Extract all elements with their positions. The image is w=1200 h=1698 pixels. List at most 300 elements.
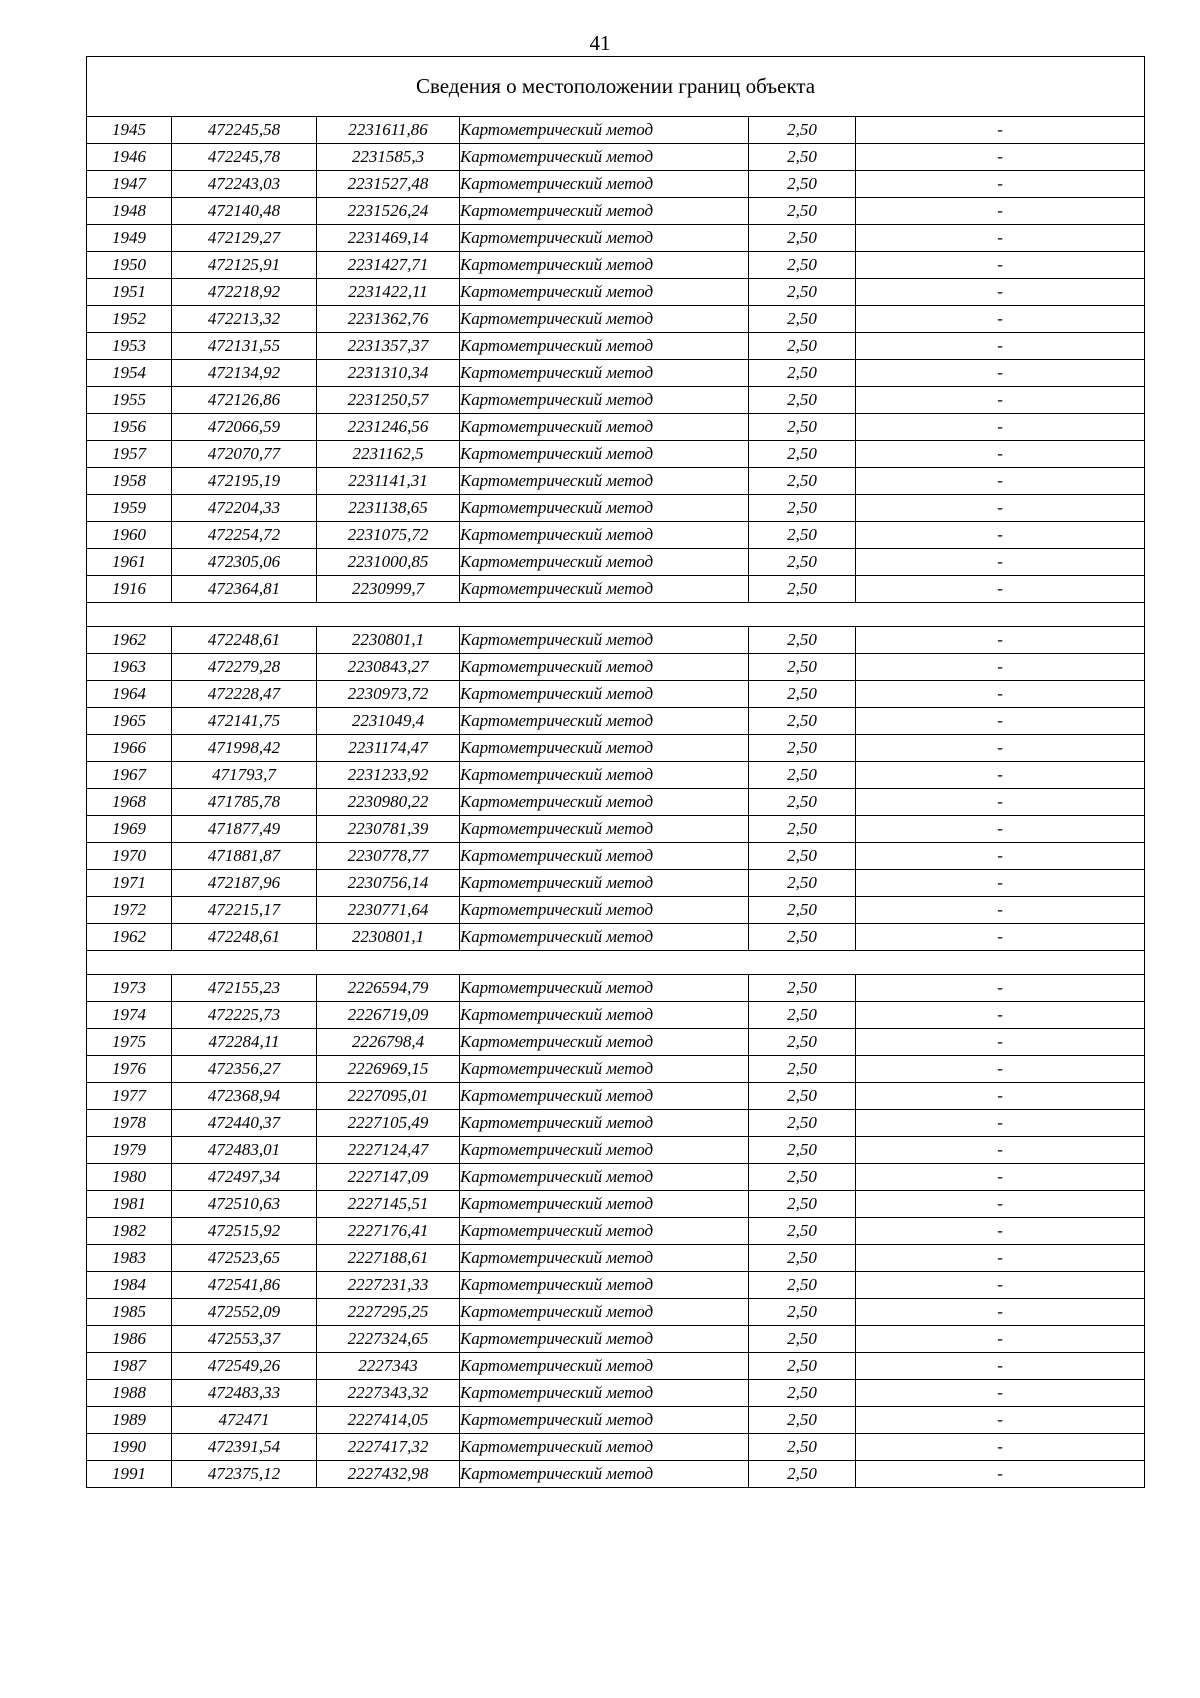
table-row	[87, 843, 1145, 870]
table-row	[87, 1056, 1145, 1083]
coord-x-cell: 472471	[172, 1407, 317, 1434]
method-cell: Картометрический метод	[460, 1110, 749, 1137]
table-row	[87, 252, 1145, 279]
coord-x-cell: 472195,19	[172, 468, 317, 495]
method-cell: Картометрический метод	[460, 924, 749, 951]
description-cell: -	[856, 387, 1145, 414]
coord-x-cell: 472243,03	[172, 171, 317, 198]
description-cell: -	[856, 1326, 1145, 1353]
method-cell: Картометрический метод	[460, 1299, 749, 1326]
coord-x-cell: 472497,34	[172, 1164, 317, 1191]
point-number-cell: 1975	[87, 1029, 172, 1056]
method-cell: Картометрический метод	[460, 870, 749, 897]
description-cell: -	[856, 1002, 1145, 1029]
coord-x-cell: 472248,61	[172, 627, 317, 654]
table-row	[87, 1461, 1145, 1488]
description-cell: -	[856, 1137, 1145, 1164]
table-row	[87, 495, 1145, 522]
point-number-cell: 1989	[87, 1407, 172, 1434]
point-number-cell: 1969	[87, 816, 172, 843]
coord-x-cell: 472440,37	[172, 1110, 317, 1137]
table-row	[87, 576, 1145, 603]
description-cell: -	[856, 708, 1145, 735]
coord-y-cell: 2231611,86	[317, 117, 460, 144]
page-number: 41	[589, 31, 611, 55]
coord-x-cell: 472126,86	[172, 387, 317, 414]
method-cell: Картометрический метод	[460, 333, 749, 360]
point-number-cell: 1958	[87, 468, 172, 495]
description-cell: -	[856, 333, 1145, 360]
description-cell: -	[856, 1164, 1145, 1191]
coord-x-cell: 472510,63	[172, 1191, 317, 1218]
point-number-cell: 1982	[87, 1218, 172, 1245]
accuracy-cell: 2,50	[749, 117, 856, 144]
accuracy-cell: 2,50	[749, 1164, 856, 1191]
accuracy-cell: 2,50	[749, 333, 856, 360]
coord-x-cell: 472070,77	[172, 441, 317, 468]
point-number-cell: 1968	[87, 789, 172, 816]
point-number-cell: 1979	[87, 1137, 172, 1164]
coord-y-cell: 2231141,31	[317, 468, 460, 495]
accuracy-cell: 2,50	[749, 816, 856, 843]
table-row	[87, 306, 1145, 333]
table-row	[87, 1164, 1145, 1191]
coord-y-cell: 2226594,79	[317, 975, 460, 1002]
coord-x-cell: 472225,73	[172, 1002, 317, 1029]
method-cell: Картометрический метод	[460, 495, 749, 522]
coord-x-cell: 472483,33	[172, 1380, 317, 1407]
coord-y-cell: 2230801,1	[317, 924, 460, 951]
table-row	[87, 1380, 1145, 1407]
accuracy-cell: 2,50	[749, 1353, 856, 1380]
separator-cell	[87, 603, 1145, 627]
coord-x-cell: 472125,91	[172, 252, 317, 279]
method-cell: Картометрический метод	[460, 1434, 749, 1461]
coord-y-cell: 2227295,25	[317, 1299, 460, 1326]
point-number-cell: 1961	[87, 549, 172, 576]
accuracy-cell: 2,50	[749, 1299, 856, 1326]
accuracy-cell: 2,50	[749, 549, 856, 576]
description-cell: -	[856, 681, 1145, 708]
coord-y-cell: 2231174,47	[317, 735, 460, 762]
method-cell: Картометрический метод	[460, 975, 749, 1002]
coord-y-cell: 2231310,34	[317, 360, 460, 387]
point-number-cell: 1950	[87, 252, 172, 279]
point-number-cell: 1980	[87, 1164, 172, 1191]
description-cell: -	[856, 279, 1145, 306]
method-cell: Картометрический метод	[460, 1137, 749, 1164]
table-row	[87, 1272, 1145, 1299]
description-cell: -	[856, 1407, 1145, 1434]
coord-y-cell: 2230980,22	[317, 789, 460, 816]
coord-x-cell: 472375,12	[172, 1461, 317, 1488]
point-number-cell: 1959	[87, 495, 172, 522]
point-number-cell: 1962	[87, 627, 172, 654]
coord-y-cell: 2227176,41	[317, 1218, 460, 1245]
coord-y-cell: 2231250,57	[317, 387, 460, 414]
description-cell: -	[856, 1299, 1145, 1326]
point-number-cell: 1990	[87, 1434, 172, 1461]
method-cell: Картометрический метод	[460, 252, 749, 279]
coord-y-cell: 2230781,39	[317, 816, 460, 843]
method-cell: Картометрический метод	[460, 789, 749, 816]
description-cell: -	[856, 171, 1145, 198]
coord-y-cell: 2231427,71	[317, 252, 460, 279]
accuracy-cell: 2,50	[749, 279, 856, 306]
coord-x-cell: 472215,17	[172, 897, 317, 924]
method-cell: Картометрический метод	[460, 681, 749, 708]
accuracy-cell: 2,50	[749, 1434, 856, 1461]
coord-x-cell: 472515,92	[172, 1218, 317, 1245]
accuracy-cell: 2,50	[749, 360, 856, 387]
coord-x-cell: 472248,61	[172, 924, 317, 951]
accuracy-cell: 2,50	[749, 225, 856, 252]
table-row	[87, 1326, 1145, 1353]
accuracy-cell: 2,50	[749, 627, 856, 654]
accuracy-cell: 2,50	[749, 495, 856, 522]
accuracy-cell: 2,50	[749, 171, 856, 198]
table-row	[87, 897, 1145, 924]
coord-y-cell: 2231526,24	[317, 198, 460, 225]
coord-x-cell: 472284,11	[172, 1029, 317, 1056]
point-number-cell: 1952	[87, 306, 172, 333]
method-cell: Картометрический метод	[460, 1191, 749, 1218]
description-cell: -	[856, 1245, 1145, 1272]
table-row	[87, 279, 1145, 306]
coord-x-cell: 472549,26	[172, 1353, 317, 1380]
point-number-cell: 1948	[87, 198, 172, 225]
coord-x-cell: 471793,7	[172, 762, 317, 789]
description-cell: -	[856, 762, 1145, 789]
method-cell: Картометрический метод	[460, 441, 749, 468]
table-row	[87, 198, 1145, 225]
coord-x-cell: 472279,28	[172, 654, 317, 681]
description-cell: -	[856, 360, 1145, 387]
coord-x-cell: 472141,75	[172, 708, 317, 735]
point-number-cell: 1985	[87, 1299, 172, 1326]
table-title: Сведения о местоположении границ объекта	[87, 57, 1145, 117]
coord-x-cell: 472553,37	[172, 1326, 317, 1353]
coord-x-cell: 472552,09	[172, 1299, 317, 1326]
accuracy-cell: 2,50	[749, 1110, 856, 1137]
point-number-cell: 1947	[87, 171, 172, 198]
coord-y-cell: 2231585,3	[317, 144, 460, 171]
table-row	[87, 117, 1145, 144]
description-cell: -	[856, 1380, 1145, 1407]
accuracy-cell: 2,50	[749, 468, 856, 495]
table-row	[87, 225, 1145, 252]
coord-x-cell: 472129,27	[172, 225, 317, 252]
table-row	[87, 1218, 1145, 1245]
description-cell: -	[856, 975, 1145, 1002]
table-row	[87, 414, 1145, 441]
point-number-cell: 1945	[87, 117, 172, 144]
point-number-cell: 1951	[87, 279, 172, 306]
accuracy-cell: 2,50	[749, 1407, 856, 1434]
accuracy-cell: 2,50	[749, 1218, 856, 1245]
description-cell: -	[856, 1056, 1145, 1083]
coord-x-cell: 472245,58	[172, 117, 317, 144]
description-cell: -	[856, 1353, 1145, 1380]
accuracy-cell: 2,50	[749, 1245, 856, 1272]
coord-y-cell: 2231246,56	[317, 414, 460, 441]
method-cell: Картометрический метод	[460, 117, 749, 144]
method-cell: Картометрический метод	[460, 654, 749, 681]
method-cell: Картометрический метод	[460, 1083, 749, 1110]
accuracy-cell: 2,50	[749, 897, 856, 924]
table-row	[87, 1299, 1145, 1326]
table-row	[87, 816, 1145, 843]
point-number-cell: 1991	[87, 1461, 172, 1488]
coord-x-cell: 472356,27	[172, 1056, 317, 1083]
description-cell: -	[856, 495, 1145, 522]
section-separator	[87, 603, 1145, 627]
method-cell: Картометрический метод	[460, 306, 749, 333]
coord-y-cell: 2230771,64	[317, 897, 460, 924]
accuracy-cell: 2,50	[749, 414, 856, 441]
table-row	[87, 1137, 1145, 1164]
table-row	[87, 708, 1145, 735]
method-cell: Картометрический метод	[460, 522, 749, 549]
coord-y-cell: 2231527,48	[317, 171, 460, 198]
table-row	[87, 924, 1145, 951]
section-separator	[87, 951, 1145, 975]
table-row	[87, 654, 1145, 681]
description-cell: -	[856, 306, 1145, 333]
coord-y-cell: 2226798,4	[317, 1029, 460, 1056]
description-cell: -	[856, 1434, 1145, 1461]
boundary-coordinates-table	[86, 56, 1145, 1488]
table-row	[87, 870, 1145, 897]
accuracy-cell: 2,50	[749, 924, 856, 951]
table-row	[87, 468, 1145, 495]
method-cell: Картометрический метод	[460, 360, 749, 387]
coord-y-cell: 2231138,65	[317, 495, 460, 522]
table-row	[87, 1002, 1145, 1029]
coord-y-cell: 2227231,33	[317, 1272, 460, 1299]
coord-y-cell: 2227188,61	[317, 1245, 460, 1272]
table-row	[87, 333, 1145, 360]
point-number-cell: 1956	[87, 414, 172, 441]
description-cell: -	[856, 654, 1145, 681]
description-cell: -	[856, 252, 1145, 279]
point-number-cell: 1972	[87, 897, 172, 924]
point-number-cell: 1949	[87, 225, 172, 252]
description-cell: -	[856, 897, 1145, 924]
point-number-cell: 1971	[87, 870, 172, 897]
accuracy-cell: 2,50	[749, 441, 856, 468]
coord-y-cell: 2231362,76	[317, 306, 460, 333]
coord-y-cell: 2230843,27	[317, 654, 460, 681]
point-number-cell: 1946	[87, 144, 172, 171]
coord-y-cell: 2227324,65	[317, 1326, 460, 1353]
method-cell: Картометрический метод	[460, 897, 749, 924]
accuracy-cell: 2,50	[749, 681, 856, 708]
method-cell: Картометрический метод	[460, 144, 749, 171]
accuracy-cell: 2,50	[749, 1191, 856, 1218]
coord-x-cell: 471877,49	[172, 816, 317, 843]
coord-y-cell: 2227147,09	[317, 1164, 460, 1191]
coord-x-cell: 472254,72	[172, 522, 317, 549]
accuracy-cell: 2,50	[749, 1137, 856, 1164]
description-cell: -	[856, 870, 1145, 897]
method-cell: Картометрический метод	[460, 171, 749, 198]
coord-y-cell: 2227414,05	[317, 1407, 460, 1434]
coord-y-cell: 2231000,85	[317, 549, 460, 576]
description-cell: -	[856, 549, 1145, 576]
coord-y-cell: 2227124,47	[317, 1137, 460, 1164]
coord-x-cell: 472391,54	[172, 1434, 317, 1461]
table-row	[87, 735, 1145, 762]
description-cell: -	[856, 198, 1145, 225]
description-cell: -	[856, 117, 1145, 144]
point-number-cell: 1966	[87, 735, 172, 762]
description-cell: -	[856, 1272, 1145, 1299]
coord-y-cell: 2231162,5	[317, 441, 460, 468]
method-cell: Картометрический метод	[460, 225, 749, 252]
method-cell: Картометрический метод	[460, 279, 749, 306]
coord-y-cell: 2231075,72	[317, 522, 460, 549]
method-cell: Картометрический метод	[460, 1056, 749, 1083]
accuracy-cell: 2,50	[749, 198, 856, 225]
coord-y-cell: 2230801,1	[317, 627, 460, 654]
table-row	[87, 387, 1145, 414]
coord-y-cell: 2230973,72	[317, 681, 460, 708]
point-number-cell: 1978	[87, 1110, 172, 1137]
description-cell: -	[856, 441, 1145, 468]
method-cell: Картометрический метод	[460, 762, 749, 789]
coord-y-cell: 2230999,7	[317, 576, 460, 603]
coord-y-cell: 2227145,51	[317, 1191, 460, 1218]
accuracy-cell: 2,50	[749, 789, 856, 816]
coord-x-cell: 472483,01	[172, 1137, 317, 1164]
table-row	[87, 522, 1145, 549]
point-number-cell: 1974	[87, 1002, 172, 1029]
coord-x-cell: 472140,48	[172, 198, 317, 225]
method-cell: Картометрический метод	[460, 387, 749, 414]
accuracy-cell: 2,50	[749, 1380, 856, 1407]
accuracy-cell: 2,50	[749, 306, 856, 333]
separator-cell	[87, 951, 1145, 975]
table-row	[87, 144, 1145, 171]
coord-y-cell: 2230778,77	[317, 843, 460, 870]
coord-y-cell: 2226719,09	[317, 1002, 460, 1029]
description-cell: -	[856, 522, 1145, 549]
method-cell: Картометрический метод	[460, 1002, 749, 1029]
point-number-cell: 1955	[87, 387, 172, 414]
accuracy-cell: 2,50	[749, 576, 856, 603]
accuracy-cell: 2,50	[749, 252, 856, 279]
table-row	[87, 1083, 1145, 1110]
coord-x-cell: 472228,47	[172, 681, 317, 708]
table-row	[87, 1407, 1145, 1434]
description-cell: -	[856, 924, 1145, 951]
description-cell: -	[856, 1083, 1145, 1110]
point-number-cell: 1967	[87, 762, 172, 789]
point-number-cell: 1963	[87, 654, 172, 681]
coord-x-cell: 471998,42	[172, 735, 317, 762]
coord-x-cell: 472213,32	[172, 306, 317, 333]
table-row	[87, 975, 1145, 1002]
method-cell: Картометрический метод	[460, 1218, 749, 1245]
accuracy-cell: 2,50	[749, 1002, 856, 1029]
point-number-cell: 1953	[87, 333, 172, 360]
point-number-cell: 1981	[87, 1191, 172, 1218]
table-row	[87, 549, 1145, 576]
accuracy-cell: 2,50	[749, 735, 856, 762]
point-number-cell: 1970	[87, 843, 172, 870]
description-cell: -	[856, 627, 1145, 654]
method-cell: Картометрический метод	[460, 1353, 749, 1380]
description-cell: -	[856, 816, 1145, 843]
point-number-cell: 1977	[87, 1083, 172, 1110]
coord-y-cell: 2226969,15	[317, 1056, 460, 1083]
table-row	[87, 1191, 1145, 1218]
table-row	[87, 1245, 1145, 1272]
method-cell: Картометрический метод	[460, 627, 749, 654]
method-cell: Картометрический метод	[460, 1407, 749, 1434]
coord-y-cell: 2231422,11	[317, 279, 460, 306]
coord-x-cell: 472364,81	[172, 576, 317, 603]
method-cell: Картометрический метод	[460, 1245, 749, 1272]
method-cell: Картометрический метод	[460, 414, 749, 441]
coord-y-cell: 2227095,01	[317, 1083, 460, 1110]
coord-x-cell: 472305,06	[172, 549, 317, 576]
description-cell: -	[856, 468, 1145, 495]
description-cell: -	[856, 789, 1145, 816]
description-cell: -	[856, 1110, 1145, 1137]
method-cell: Картометрический метод	[460, 1272, 749, 1299]
coord-y-cell: 2231233,92	[317, 762, 460, 789]
coord-x-cell: 471881,87	[172, 843, 317, 870]
point-number-cell: 1988	[87, 1380, 172, 1407]
table-row	[87, 789, 1145, 816]
coord-x-cell: 472541,86	[172, 1272, 317, 1299]
coord-x-cell: 472155,23	[172, 975, 317, 1002]
table-row	[87, 1110, 1145, 1137]
accuracy-cell: 2,50	[749, 1083, 856, 1110]
coord-x-cell: 472368,94	[172, 1083, 317, 1110]
table-row	[87, 627, 1145, 654]
table-row	[87, 681, 1145, 708]
description-cell: -	[856, 414, 1145, 441]
table-row	[87, 1434, 1145, 1461]
table-row	[87, 1029, 1145, 1056]
accuracy-cell: 2,50	[749, 870, 856, 897]
coord-x-cell: 472218,92	[172, 279, 317, 306]
coord-x-cell: 472245,78	[172, 144, 317, 171]
coord-y-cell: 2227417,32	[317, 1434, 460, 1461]
coord-x-cell: 471785,78	[172, 789, 317, 816]
description-cell: -	[856, 1191, 1145, 1218]
method-cell: Картометрический метод	[460, 1029, 749, 1056]
table-body	[87, 117, 1145, 1488]
accuracy-cell: 2,50	[749, 144, 856, 171]
point-number-cell: 1954	[87, 360, 172, 387]
point-number-cell: 1960	[87, 522, 172, 549]
method-cell: Картометрический метод	[460, 1326, 749, 1353]
table-row	[87, 762, 1145, 789]
point-number-cell: 1986	[87, 1326, 172, 1353]
coord-x-cell: 472187,96	[172, 870, 317, 897]
method-cell: Картометрический метод	[460, 708, 749, 735]
coord-x-cell: 472204,33	[172, 495, 317, 522]
coord-x-cell: 472066,59	[172, 414, 317, 441]
accuracy-cell: 2,50	[749, 1461, 856, 1488]
point-number-cell: 1957	[87, 441, 172, 468]
table-row	[87, 171, 1145, 198]
accuracy-cell: 2,50	[749, 522, 856, 549]
